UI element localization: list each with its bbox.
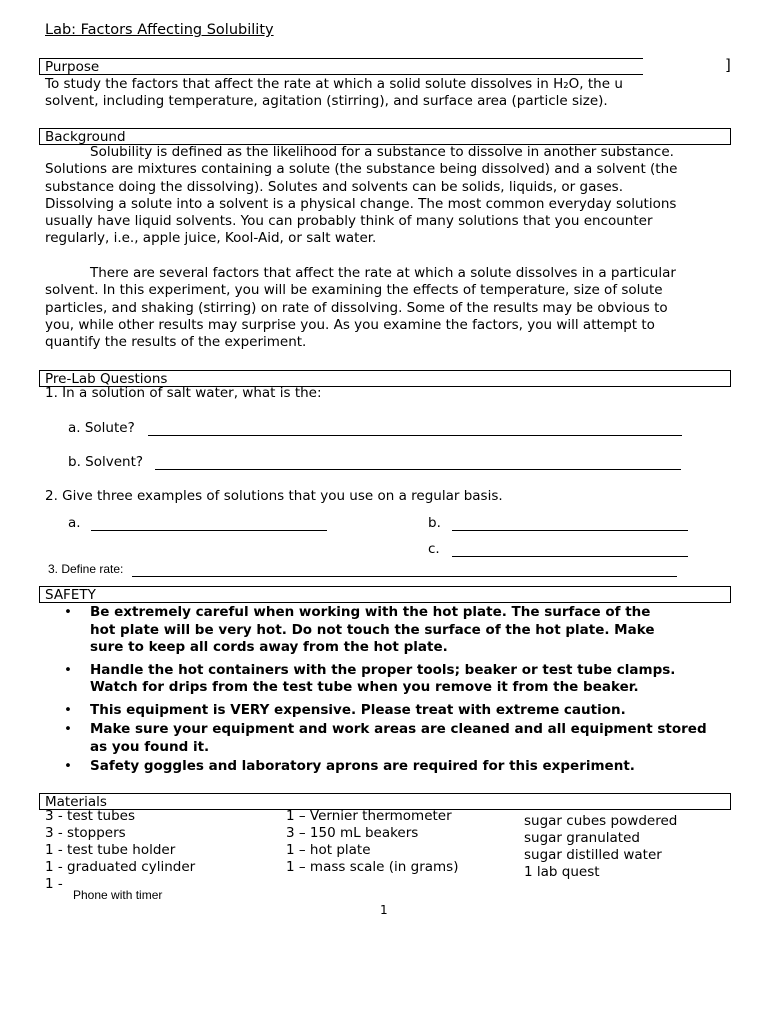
question-1a-label: a. Solute?	[68, 420, 135, 436]
question-2c-answer-line[interactable]	[452, 556, 688, 557]
safety-item: • Safety goggles and laboratory aprons are required for this experiment.	[64, 758, 707, 776]
purpose-bracket: ]	[725, 56, 731, 74]
prelab-question-3: 3. Define rate:	[48, 562, 124, 576]
question-3-answer-line[interactable]	[132, 576, 677, 577]
materials-heading: Materials	[39, 793, 731, 810]
question-1a-answer-line[interactable]	[148, 435, 682, 436]
prelab-heading: Pre-Lab Questions	[39, 370, 731, 387]
question-2a-answer-line[interactable]	[91, 530, 327, 531]
safety-item: • This equipment is VERY expensive. Please treat with extreme caution.	[64, 702, 707, 720]
prelab-question-1: 1. In a solution of salt water, what is the:	[45, 385, 322, 401]
prelab-question-2: 2. Give three examples of solutions that you use on a regular basis.	[45, 488, 503, 504]
safety-list	[64, 604, 707, 781]
question-1b-label: b. Solvent?	[68, 454, 144, 470]
page-title: Lab: Factors Affecting Solubility	[45, 22, 274, 38]
background-paragraph-1: Solubility is defined as the likelihood for a substance to dissolve in another substance. Solutions are mixtures containing a solute (the substance being dissolved) and a solvent (the substance doing the dissolving). Solutes and solvents can be solids, liquids, or gases. Dissolving a solute into a solvent is a physical change. The most common everyday solutions usually have liquid solvents. You can probably think of many solutions that you encounter regularly, i.e., apple juice, Kool-Aid, or salt water.	[45, 144, 678, 247]
background-paragraph-2: There are several factors that affect the rate at which a solute dissolves in a particular solvent. In this experiment, you will be examining the effects of temperature, size of solute particles, and shaking (stirring) on rate of dissolving. Some of the results may be obvious to you, while other results may surprise you. As you examine the factors, you will attempt to quantify the results of the experiment.	[45, 265, 676, 351]
question-2b-label: b.	[428, 515, 441, 531]
safety-item: • Be extremely careful when working with the hot plate. The surface of the hot plate will be very hot. Do not touch the surface of the hot plate. Make sure to keep all cords away from the hot plate.	[64, 604, 707, 657]
safety-heading: SAFETY	[39, 586, 731, 603]
materials-phone-timer: Phone with timer	[73, 888, 163, 902]
materials-column-2: 1 – Vernier thermometer 3 – 150 mL beakers 1 – hot plate 1 – mass scale (in grams)	[286, 808, 459, 875]
question-2c-label: c.	[428, 541, 440, 557]
question-1b-answer-line[interactable]	[155, 469, 681, 470]
safety-item: • Make sure your equipment and work areas are cleaned and all equipment stored as you found it.	[64, 721, 707, 756]
question-2b-answer-line[interactable]	[452, 530, 688, 531]
page-number: 1	[380, 903, 388, 917]
purpose-text: To study the factors that affect the rate at which a solid solute dissolves in H₂O, the u solvent, including temperature, agitation (stirring), and surface area (particle size).	[45, 76, 623, 110]
purpose-heading: Purpose	[39, 58, 643, 75]
question-2a-label: a.	[68, 515, 81, 531]
safety-item: • Handle the hot containers with the proper tools; beaker or test tube clamps. Watch for drips from the test tube when you remove it from the beaker.	[64, 662, 707, 697]
materials-column-1: 3 - test tubes 3 - stoppers 1 - test tube holder 1 - graduated cylinder 1 -	[45, 808, 196, 892]
materials-column-3: sugar cubes powdered sugar granulated sugar distilled water 1 lab quest	[524, 813, 678, 880]
background-heading: Background	[39, 128, 731, 145]
